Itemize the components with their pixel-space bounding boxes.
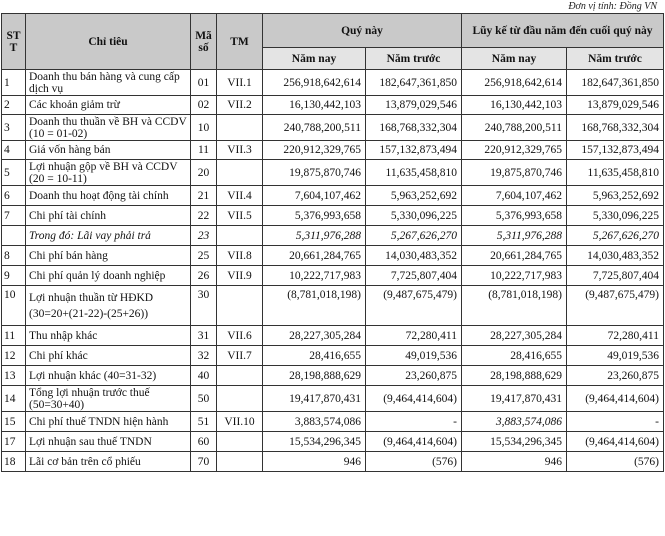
row-luy-ke-nam-nay: 220,912,329,765 xyxy=(462,141,567,160)
row-luy-ke-nam-nay: 28,416,655 xyxy=(462,346,567,366)
row-stt: 2 xyxy=(2,96,26,115)
row-ma-so: 20 xyxy=(191,160,217,186)
row-stt: 12 xyxy=(2,346,26,366)
row-luy-ke-nam-truoc: (9,464,414,604) xyxy=(567,432,664,452)
row-quy-nam-nay: 220,912,329,765 xyxy=(263,141,366,160)
row-luy-ke-nam-truoc: 5,330,096,225 xyxy=(567,206,664,226)
row-quy-nam-truoc: 23,260,875 xyxy=(366,366,462,386)
row-luy-ke-nam-nay: 256,918,642,614 xyxy=(462,70,567,96)
table-row xyxy=(2,186,664,206)
row-name: Chi phí khác xyxy=(26,346,191,366)
row-quy-nam-truoc: 14,030,483,352 xyxy=(366,246,462,266)
row-luy-ke-nam-nay: (8,781,018,198) xyxy=(462,286,567,326)
row-quy-nam-truoc: 13,879,029,546 xyxy=(366,96,462,115)
row-name: Doanh thu hoạt động tài chính xyxy=(26,186,191,206)
table-row xyxy=(2,115,664,141)
table-row xyxy=(2,432,664,452)
row-tm: VII.4 xyxy=(217,186,263,206)
row-tm: VII.5 xyxy=(217,206,263,226)
row-tm: VII.10 xyxy=(217,412,263,432)
row-stt: 13 xyxy=(2,366,26,386)
row-luy-ke-nam-truoc: 157,132,873,494 xyxy=(567,141,664,160)
row-stt: 8 xyxy=(2,246,26,266)
row-luy-ke-nam-truoc: 49,019,536 xyxy=(567,346,664,366)
row-quy-nam-nay: 5,311,976,288 xyxy=(263,226,366,246)
row-name: Chi phí quản lý doanh nghiệp xyxy=(26,266,191,286)
row-ma-so: 26 xyxy=(191,266,217,286)
row-quy-nam-nay: (8,781,018,198) xyxy=(263,286,366,326)
row-name: Tổng lợi nhuận trước thuế (50=30+40) xyxy=(26,386,191,412)
table-row xyxy=(2,346,664,366)
row-tm: VII.2 xyxy=(217,96,263,115)
row-luy-ke-nam-nay: 7,604,107,462 xyxy=(462,186,567,206)
row-luy-ke-nam-nay: 5,311,976,288 xyxy=(462,226,567,246)
row-luy-ke-nam-nay: 3,883,574,086 xyxy=(462,412,567,432)
table-row xyxy=(2,70,664,96)
header-ma-so: Mã số xyxy=(191,14,217,70)
row-ma-so: 10 xyxy=(191,115,217,141)
row-name: Chi phí bán hàng xyxy=(26,246,191,266)
row-ma-so: 30 xyxy=(191,286,217,326)
row-ma-so: 01 xyxy=(191,70,217,96)
row-luy-ke-nam-nay: 10,222,717,983 xyxy=(462,266,567,286)
row-quy-nam-truoc: - xyxy=(366,412,462,432)
row-ma-so: 31 xyxy=(191,326,217,346)
table-row xyxy=(2,266,664,286)
row-luy-ke-nam-truoc: 72,280,411 xyxy=(567,326,664,346)
row-stt: 4 xyxy=(2,141,26,160)
unit-note: Đơn vị tính: Đồng VN xyxy=(568,1,657,12)
header-luy-ke: Lũy kế từ đầu năm đến cuối quý này xyxy=(462,14,664,48)
row-stt: 5 xyxy=(2,160,26,186)
row-name: Giá vốn hàng bán xyxy=(26,141,191,160)
row-name: Các khoản giảm trừ xyxy=(26,96,191,115)
row-quy-nam-nay: 5,376,993,658 xyxy=(263,206,366,226)
table-row xyxy=(2,412,664,432)
row-luy-ke-nam-truoc: (9,464,414,604) xyxy=(567,386,664,412)
table-row xyxy=(2,452,664,472)
row-luy-ke-nam-nay: 16,130,442,103 xyxy=(462,96,567,115)
row-quy-nam-truoc: 7,725,807,404 xyxy=(366,266,462,286)
row-ma-so: 51 xyxy=(191,412,217,432)
row-tm xyxy=(217,160,263,186)
row-luy-ke-nam-nay: 946 xyxy=(462,452,567,472)
row-tm xyxy=(217,286,263,326)
table-row xyxy=(2,226,664,246)
row-quy-nam-nay: 946 xyxy=(263,452,366,472)
row-luy-ke-nam-truoc: 5,963,252,692 xyxy=(567,186,664,206)
row-tm xyxy=(217,452,263,472)
table-row xyxy=(2,206,664,226)
row-quy-nam-truoc: (9,464,414,604) xyxy=(366,386,462,412)
row-name-line-1: Lợi nhuận thuần từ HĐKD xyxy=(29,291,154,304)
header-tm: TM xyxy=(217,14,263,70)
table-row xyxy=(2,141,664,160)
row-stt: 1 xyxy=(2,70,26,96)
row-ma-so: 32 xyxy=(191,346,217,366)
row-luy-ke-nam-truoc: 11,635,458,810 xyxy=(567,160,664,186)
row-quy-nam-truoc: 168,768,332,304 xyxy=(366,115,462,141)
row-quy-nam-nay: 3,883,574,086 xyxy=(263,412,366,432)
row-quy-nam-truoc: 5,267,626,270 xyxy=(366,226,462,246)
row-ma-so: 11 xyxy=(191,141,217,160)
table-row xyxy=(2,160,664,186)
row-luy-ke-nam-nay: 20,661,284,765 xyxy=(462,246,567,266)
row-luy-ke-nam-nay: 5,376,993,658 xyxy=(462,206,567,226)
row-ma-so: 40 xyxy=(191,366,217,386)
row-ma-so: 02 xyxy=(191,96,217,115)
table-row xyxy=(2,366,664,386)
row-ma-so: 22 xyxy=(191,206,217,226)
row-quy-nam-nay: 10,222,717,983 xyxy=(263,266,366,286)
row-name: Lãi cơ bản trên cổ phiếu xyxy=(26,452,191,472)
row-tm: VII.3 xyxy=(217,141,263,160)
row-quy-nam-truoc: 5,963,252,692 xyxy=(366,186,462,206)
row-name: Lợi nhuận khác (40=31-32) xyxy=(26,366,191,386)
row-name: Thu nhập khác xyxy=(26,326,191,346)
header-stt: ST T xyxy=(2,14,26,70)
row-name: Lợi nhuận gộp về BH và CCDV (20 = 10-11) xyxy=(26,160,191,186)
table-row xyxy=(2,386,664,412)
row-tm xyxy=(217,366,263,386)
header-quy-nay: Quý này xyxy=(263,14,462,48)
row-quy-nam-truoc: 5,330,096,225 xyxy=(366,206,462,226)
row-stt: 17 xyxy=(2,432,26,452)
row-luy-ke-nam-truoc: - xyxy=(567,412,664,432)
header-chi-tieu: Chỉ tiêu xyxy=(26,14,191,70)
row-luy-ke-nam-truoc: 13,879,029,546 xyxy=(567,96,664,115)
row-luy-ke-nam-truoc: 14,030,483,352 xyxy=(567,246,664,266)
header-row-1 xyxy=(2,14,664,48)
row-luy-ke-nam-truoc: 5,267,626,270 xyxy=(567,226,664,246)
row-tm: VII.1 xyxy=(217,70,263,96)
row-quy-nam-truoc: 11,635,458,810 xyxy=(366,160,462,186)
row-stt: 9 xyxy=(2,266,26,286)
row-name: Chi phí thuế TNDN hiện hành xyxy=(26,412,191,432)
row-stt: 14 xyxy=(2,386,26,412)
row-quy-nam-nay: 7,604,107,462 xyxy=(263,186,366,206)
row-luy-ke-nam-nay: 28,227,305,284 xyxy=(462,326,567,346)
row-quy-nam-truoc: 182,647,361,850 xyxy=(366,70,462,96)
row-quy-nam-nay: 20,661,284,765 xyxy=(263,246,366,266)
row-tm xyxy=(217,226,263,246)
row-quy-nam-nay: 28,198,888,629 xyxy=(263,366,366,386)
table-row xyxy=(2,96,664,115)
row-quy-nam-nay: 15,534,296,345 xyxy=(263,432,366,452)
row-luy-ke-nam-nay: 240,788,200,511 xyxy=(462,115,567,141)
row-quy-nam-nay: 16,130,442,103 xyxy=(263,96,366,115)
row-stt: 6 xyxy=(2,186,26,206)
header-luy-ke-nam-nay: Năm nay xyxy=(462,48,567,70)
row-luy-ke-nam-nay: 28,198,888,629 xyxy=(462,366,567,386)
row-quy-nam-truoc: (9,464,414,604) xyxy=(366,432,462,452)
row-quy-nam-truoc: (9,487,675,479) xyxy=(366,286,462,326)
row-ma-so: 70 xyxy=(191,452,217,472)
row-ma-so: 60 xyxy=(191,432,217,452)
income-statement-table xyxy=(1,13,664,472)
row-quy-nam-nay: 19,417,870,431 xyxy=(263,386,366,412)
row-tm xyxy=(217,386,263,412)
row-stt: 3 xyxy=(2,115,26,141)
row-ma-so: 23 xyxy=(191,226,217,246)
row-quy-nam-truoc: (576) xyxy=(366,452,462,472)
row-quy-nam-nay: 256,918,642,614 xyxy=(263,70,366,96)
row-tm xyxy=(217,115,263,141)
row-quy-nam-truoc: 72,280,411 xyxy=(366,326,462,346)
row-quy-nam-nay: 28,416,655 xyxy=(263,346,366,366)
row-name xyxy=(26,286,191,326)
row-stt: 18 xyxy=(2,452,26,472)
row-ma-so: 21 xyxy=(191,186,217,206)
row-stt xyxy=(2,226,26,246)
row-name: Doanh thu bán hàng và cung cấp dịch vụ xyxy=(26,70,191,96)
row-quy-nam-nay: 28,227,305,284 xyxy=(263,326,366,346)
row-ma-so: 25 xyxy=(191,246,217,266)
row-luy-ke-nam-nay: 15,534,296,345 xyxy=(462,432,567,452)
row-stt: 7 xyxy=(2,206,26,226)
table-row xyxy=(2,326,664,346)
row-luy-ke-nam-nay: 19,875,870,746 xyxy=(462,160,567,186)
row-tm: VII.9 xyxy=(217,266,263,286)
row-name: Trong đó: Lãi vay phải trả xyxy=(26,226,191,246)
table-row xyxy=(2,246,664,266)
row-ma-so: 50 xyxy=(191,386,217,412)
row-name: Doanh thu thuần về BH và CCDV (10 = 01-02) xyxy=(26,115,191,141)
row-stt: 10 xyxy=(2,286,26,326)
row-quy-nam-nay: 19,875,870,746 xyxy=(263,160,366,186)
table-row xyxy=(2,286,664,326)
row-tm: VII.7 xyxy=(217,346,263,366)
row-tm xyxy=(217,432,263,452)
row-quy-nam-truoc: 49,019,536 xyxy=(366,346,462,366)
row-luy-ke-nam-nay: 19,417,870,431 xyxy=(462,386,567,412)
row-luy-ke-nam-truoc: 7,725,807,404 xyxy=(567,266,664,286)
row-luy-ke-nam-truoc: 23,260,875 xyxy=(567,366,664,386)
row-luy-ke-nam-truoc: 182,647,361,850 xyxy=(567,70,664,96)
row-quy-nam-nay: 240,788,200,511 xyxy=(263,115,366,141)
row-stt: 15 xyxy=(2,412,26,432)
header-quy-nam-truoc: Năm trước xyxy=(366,48,462,70)
row-name-line-2: (30=20+(21-22)-(25+26)) xyxy=(29,307,149,320)
header-luy-ke-nam-truoc: Năm trước xyxy=(567,48,664,70)
row-luy-ke-nam-truoc: 168,768,332,304 xyxy=(567,115,664,141)
row-tm: VII.6 xyxy=(217,326,263,346)
table-body xyxy=(2,70,664,472)
row-luy-ke-nam-truoc: (9,487,675,479) xyxy=(567,286,664,326)
row-name: Chi phí tài chính xyxy=(26,206,191,226)
header-quy-nam-nay: Năm nay xyxy=(263,48,366,70)
row-name: Lợi nhuận sau thuế TNDN xyxy=(26,432,191,452)
row-luy-ke-nam-truoc: (576) xyxy=(567,452,664,472)
row-stt: 11 xyxy=(2,326,26,346)
row-tm: VII.8 xyxy=(217,246,263,266)
row-quy-nam-truoc: 157,132,873,494 xyxy=(366,141,462,160)
